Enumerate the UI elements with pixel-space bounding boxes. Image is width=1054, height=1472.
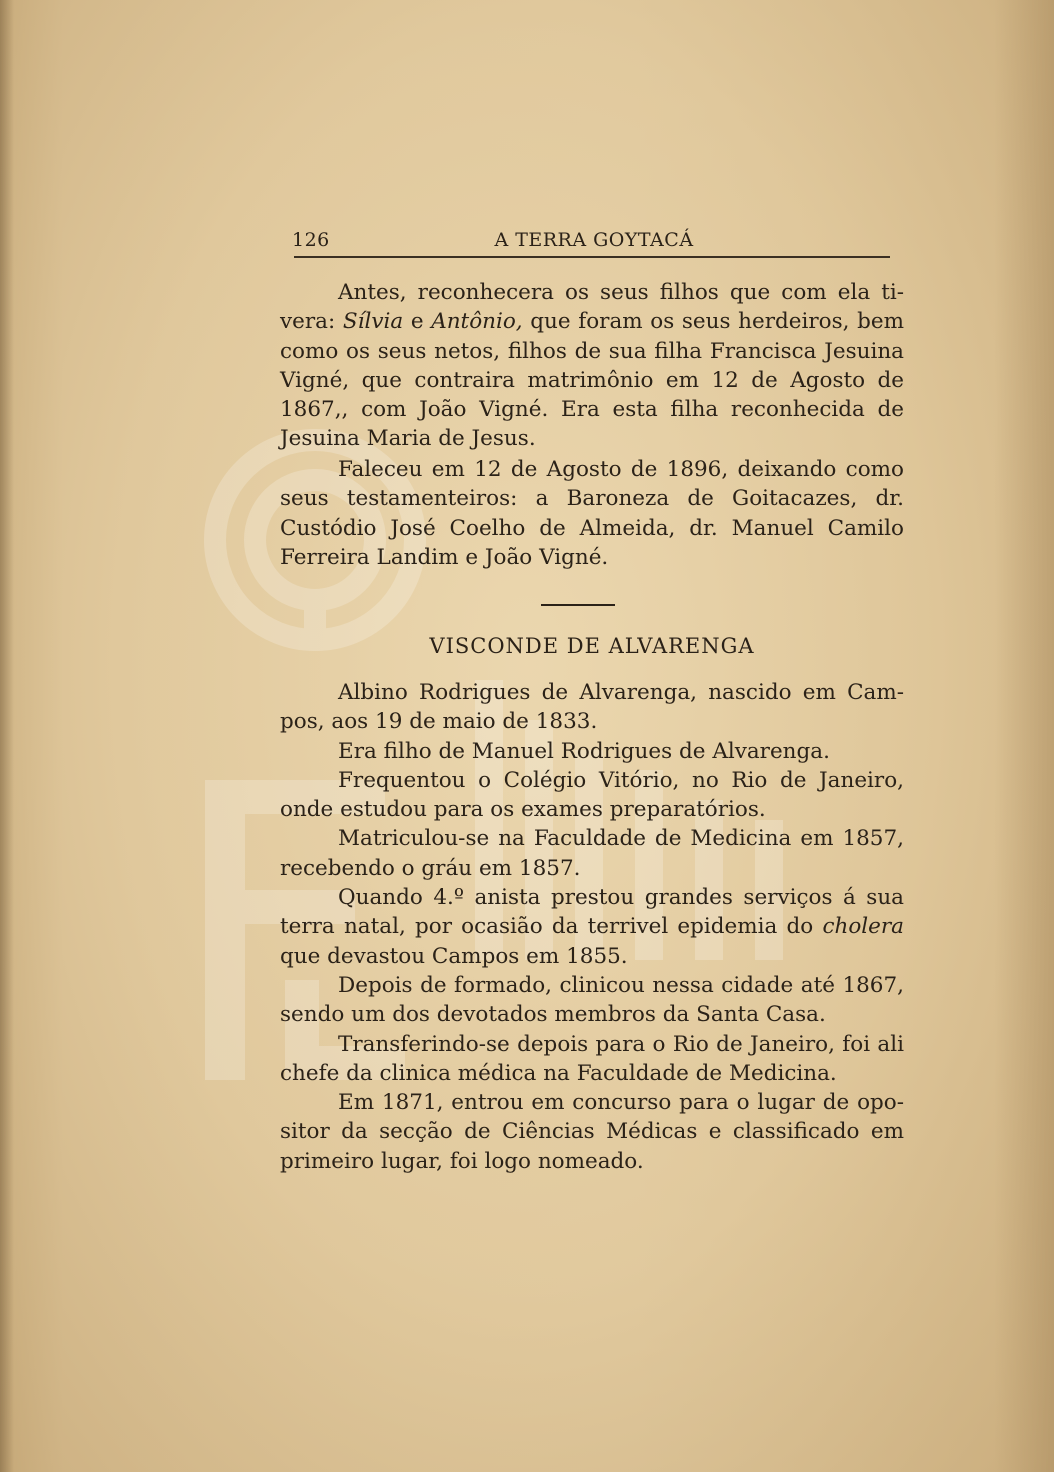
paragraph-text: que foram os seus herdeiros, bem como os seus netos, filhos de sua filha Francisca Jesuina Vigné, que contraira matrimônio em 12 de Agosto de 1867,, com João Vigné. Era esta filha reconhecida de Jesuina Maria de Jesus.	[280, 309, 904, 452]
text-block-biography	[280, 678, 904, 1176]
page-number: 126	[292, 229, 330, 251]
section-divider	[541, 604, 615, 606]
paragraph: Transferindo-se depois para o Rio de Janeiro, foi ali chefe da clinica médica na Faculdade de Medicina.	[280, 1031, 904, 1086]
paragraph: Frequentou o Colégio Vitório, no Rio de Janeiro, onde estudou para os exames preparatórios.	[280, 767, 904, 823]
paragraph: Era filho de Manuel Rodrigues de Alvarenga.	[338, 738, 830, 764]
paragraph: Depois de formado, clinicou nessa cidade até 1867, sendo um dos devotados membros da Santa Casa.	[280, 972, 904, 1028]
text-block-continuation	[280, 278, 904, 454]
paragraph: Matriculou-se na Faculdade de Medicina em 1857, recebendo o gráu em 1857.	[280, 826, 904, 881]
paragraph: Em 1871, entrou em concurso para o lugar de opositor da secção de Ciências Médicas e classificado em primeiro lugar, foi logo nomeado.	[280, 1090, 904, 1174]
section-title: VISCONDE DE ALVARENGA	[429, 634, 755, 658]
paragraph	[280, 883, 904, 971]
paragraph-text: Antes, reconhecera os seus filhos que com ela tivera:	[280, 280, 904, 335]
italic-word: cholera	[822, 914, 904, 940]
header-rule	[294, 256, 890, 258]
paragraph-text: que devastou Campos em 1855.	[280, 943, 628, 969]
paragraph	[280, 278, 904, 454]
italic-name: Antônio,	[431, 309, 523, 335]
paragraph: Faleceu em 12 de Agosto de 1896, deixando como seus testamenteiros: a Baroneza de Goitacazes, dr. Custódio José Coelho de Almeida, dr. Manuel Camilo Ferreira Landim e João Vigné.	[280, 457, 904, 570]
paragraph-text: e	[403, 309, 432, 335]
paragraph: Albino Rodrigues de Alvarenga, nascido em Campos, aos 19 de maio de 1833.	[280, 680, 904, 735]
page-edge-shadow	[0, 0, 14, 1472]
paragraph-text: Quando 4.º anista prestou grandes serviços á sua terra natal, por ocasião da terrivel epidemia do	[280, 885, 904, 940]
page-header	[290, 229, 898, 259]
italic-name: Sílvia	[342, 309, 404, 335]
text-block-death	[280, 455, 904, 572]
page-edge-fade	[994, 0, 1054, 1472]
running-title: A TERRA GOYTACÁ	[494, 229, 694, 251]
